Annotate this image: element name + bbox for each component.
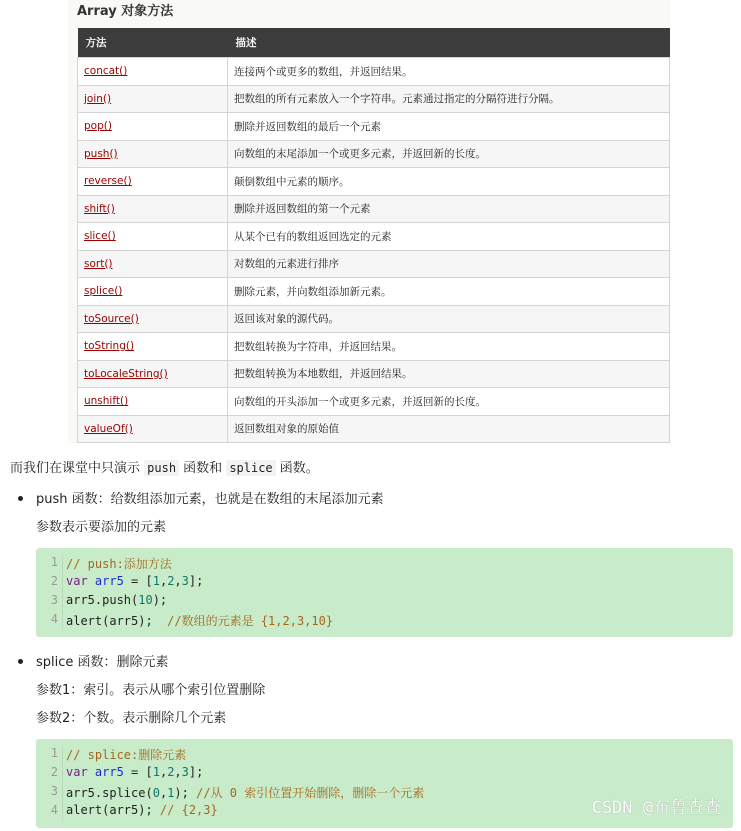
code-token: // {2,3}: [159, 803, 218, 817]
description-cell: 对数组的元素进行排序: [228, 250, 670, 278]
method-link[interactable]: shift(): [84, 202, 115, 215]
intro-part: 函数。: [275, 461, 319, 476]
code-line: [66, 765, 203, 779]
code-token: = [: [123, 574, 153, 588]
line-number: 2: [50, 765, 58, 779]
code-token: );: [174, 786, 197, 800]
table-row: [78, 168, 670, 196]
bullet-dot: [18, 496, 23, 501]
code-block-splice: [36, 739, 733, 828]
method-link[interactable]: concat(): [84, 65, 128, 78]
push-bullet: push 函数：给数组添加元素，也就是在数组的末尾添加元素: [36, 492, 384, 507]
method-cell: [78, 195, 228, 223]
code-token: 2: [167, 574, 175, 588]
watermark: CSDN @布鲁查查: [591, 798, 721, 818]
code-token: alert(arr5);: [66, 614, 168, 628]
code-token: ,: [159, 786, 168, 800]
code-token: var: [66, 765, 95, 779]
method-cell: [78, 223, 228, 251]
method-link[interactable]: splice(): [84, 285, 123, 298]
method-link[interactable]: reverse(): [84, 175, 132, 188]
table-row: [78, 278, 670, 306]
intro-text: [10, 457, 319, 476]
method-link[interactable]: toString(): [84, 340, 135, 353]
description-cell: 删除并返回数组的最后一个元素: [228, 113, 670, 141]
table-row: [78, 305, 670, 333]
table-row: [78, 113, 670, 141]
code-line: [66, 612, 333, 629]
method-cell: [78, 278, 228, 306]
code-line: [66, 803, 218, 817]
code-token: ];: [188, 574, 204, 588]
code-token: var: [66, 574, 95, 588]
code-token: 3: [181, 574, 189, 588]
table-row: [78, 388, 670, 416]
table-row: [78, 360, 670, 388]
method-cell: [78, 388, 228, 416]
code-token: ,: [174, 765, 182, 779]
description-cell: 把数组转换为本地数组，并返回结果。: [228, 360, 670, 388]
code-token: ,: [174, 574, 182, 588]
table-row: [78, 333, 670, 361]
table-row: [78, 195, 670, 223]
description-cell: 向数组的末尾添加一个或更多元素，并返回新的长度。: [228, 140, 670, 168]
code-token: 1: [167, 786, 175, 800]
splice-bullet: splice 函数：删除元素: [36, 655, 169, 670]
code-token: ,: [159, 765, 168, 779]
description-cell: 把数组转换为字符串，并返回结果。: [228, 333, 670, 361]
table-row: [78, 58, 670, 86]
code-line: [66, 746, 186, 763]
method-cell: [78, 113, 228, 141]
code-token: // splice:删除元素: [66, 748, 187, 762]
code-token: 1: [152, 765, 160, 779]
splice-param1: 参数1：索引。表示从哪个索引位置删除: [36, 683, 266, 698]
method-link[interactable]: toLocaleString(): [84, 367, 168, 380]
intro-part: 函数和: [179, 461, 227, 476]
code-block-push: [36, 548, 733, 637]
method-link[interactable]: unshift(): [84, 395, 129, 408]
table-row: [78, 415, 670, 443]
code-token: 0: [152, 786, 160, 800]
code-token: arr5.splice(: [66, 786, 153, 800]
method-cell: [78, 250, 228, 278]
table-row: [78, 140, 670, 168]
table-row: [78, 250, 670, 278]
code-token: );: [152, 593, 168, 607]
code-token: arr5: [94, 574, 124, 588]
method-cell: [78, 360, 228, 388]
method-cell: [78, 305, 228, 333]
inline-code-splice: splice: [226, 460, 275, 476]
bullet-dot: [18, 659, 23, 664]
inline-code-push: push: [144, 460, 179, 476]
method-cell: [78, 140, 228, 168]
methods-table: [77, 28, 670, 443]
method-link[interactable]: toSource(): [84, 312, 139, 325]
line-number: 4: [50, 803, 58, 817]
method-cell: [78, 85, 228, 113]
description-cell: 删除元素，并向数组添加新元素。: [228, 278, 670, 306]
code-token: 10: [138, 593, 153, 607]
description-cell: 返回数组对象的原始值: [228, 415, 670, 443]
intro-part: 而我们在课堂中只演示: [10, 461, 145, 476]
line-number: 4: [50, 612, 58, 626]
method-link[interactable]: push(): [84, 147, 118, 160]
push-param: 参数表示要添加的元素: [36, 520, 167, 535]
line-number: 1: [50, 555, 58, 569]
code-line: [66, 593, 167, 607]
code-token: ];: [188, 765, 204, 779]
code-token: 3: [181, 765, 189, 779]
header-method: 方法: [78, 28, 228, 58]
description-cell: 从某个已有的数组返回选定的元素: [228, 223, 670, 251]
line-number: 3: [50, 593, 58, 607]
code-token: arr5.push(: [66, 593, 139, 607]
line-number: 1: [50, 746, 58, 760]
method-cell: [78, 415, 228, 443]
code-line: [66, 574, 203, 588]
method-link[interactable]: sort(): [84, 257, 113, 270]
code-token: //从 0 索引位置开始删除，删除一个元素: [196, 786, 425, 800]
method-cell: [78, 333, 228, 361]
line-number: 3: [50, 784, 58, 798]
description-cell: 连接两个或更多的数组，并返回结果。: [228, 58, 670, 86]
header-description: 描述: [228, 28, 670, 58]
method-link[interactable]: join(): [84, 92, 112, 105]
method-link[interactable]: pop(): [84, 120, 112, 133]
description-cell: 向数组的开头添加一个或更多元素，并返回新的长度。: [228, 388, 670, 416]
code-token: alert(arr5);: [66, 803, 160, 817]
table-row: [78, 223, 670, 251]
code-token: ,: [159, 574, 168, 588]
description-cell: 把数组的所有元素放入一个字符串。元素通过指定的分隔符进行分隔。: [228, 85, 670, 113]
code-token: // push:添加方法: [66, 557, 172, 571]
method-cell: [78, 58, 228, 86]
code-token: arr5: [94, 765, 124, 779]
code-token: //数组的元素是 {1,2,3,10}: [167, 614, 334, 628]
method-link[interactable]: slice(): [84, 230, 116, 243]
method-link[interactable]: valueOf(): [84, 422, 133, 435]
code-line: [66, 784, 424, 801]
table-row: [78, 85, 670, 113]
line-number: 2: [50, 574, 58, 588]
description-cell: 返回该对象的源代码。: [228, 305, 670, 333]
code-token: 2: [167, 765, 175, 779]
code-line: [66, 555, 172, 572]
code-token: 1: [152, 574, 160, 588]
code-token: = [: [123, 765, 153, 779]
section-title: Array 对象方法: [77, 4, 174, 19]
splice-param2: 参数2：个数。表示删除几个元素: [36, 711, 227, 726]
description-cell: 颠倒数组中元素的顺序。: [228, 168, 670, 196]
method-cell: [78, 168, 228, 196]
description-cell: 删除并返回数组的第一个元素: [228, 195, 670, 223]
